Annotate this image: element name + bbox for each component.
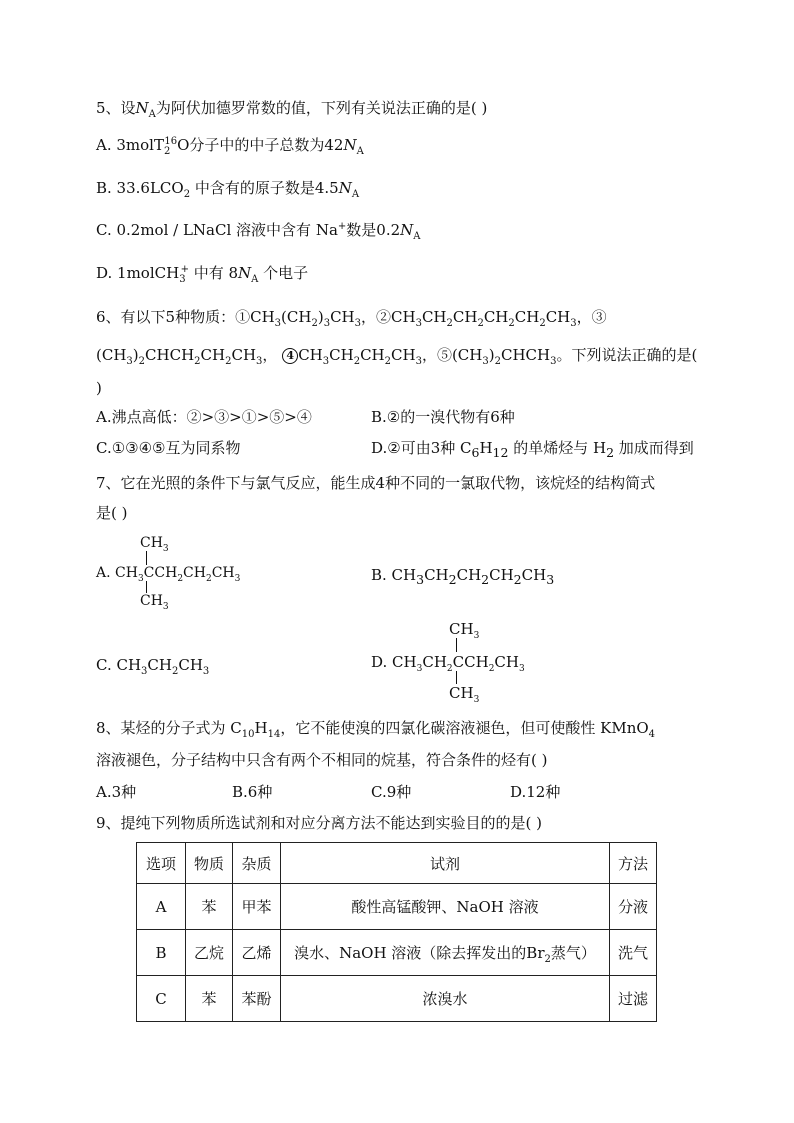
q5-stem: 5、设$N_A$为阿伏加德罗常数的值，下列有关说法正确的是( ): [96, 99, 488, 120]
q8-option-b: B.6种: [232, 783, 273, 801]
table-header-cell: 物质: [186, 843, 233, 884]
table-cell: 苯: [186, 884, 233, 930]
structure-bond-down: [146, 581, 147, 593]
q8-option-c: C.9种: [371, 783, 412, 801]
table-cell: B: [137, 930, 186, 976]
table-header-cell: 试剂: [281, 843, 610, 884]
q6-option-a: A.沸点高低：②>③>①>⑤>④: [96, 408, 312, 426]
q5-option-b: B. $33.6LCO_2$ 中含有的原子数是$4.5N_A$: [96, 179, 360, 200]
q7-option-a-structure: [96, 535, 256, 610]
q6-option-d: D.②可由3种 $C_6H_{12}$ 的单烯烃与 $H_2$ 加成而得到: [371, 439, 694, 460]
q7-stem-line1: 7、它在光照的条件下与氯气反应，能生成4种不同的一氯取代物，该烷烃的结构简式: [96, 474, 656, 492]
table-cell: 乙烯: [233, 930, 281, 976]
q6-stem-line2: $(CH_3)_2CHCH_2CH_2CH_3$， 4 $CH_3CH_2CH_2CH_3$，$⑤(CH_3)_2CHCH_3$。下列说法正确的是(: [96, 346, 698, 367]
q6-stem-line3: ): [96, 379, 102, 397]
table-row: [137, 884, 657, 930]
q8-option-d: D.12种: [510, 783, 561, 801]
table-cell: C: [137, 976, 186, 1022]
table-header-cell: 杂质: [233, 843, 281, 884]
table-cell: 过滤: [610, 976, 657, 1022]
table-cell: 分液: [610, 884, 657, 930]
circled-number-four: 4: [282, 348, 298, 364]
q7-stem-line2: 是( ): [96, 504, 128, 522]
q6-option-b: B.②的一溴代物有6种: [371, 408, 515, 426]
table-row: [137, 930, 657, 976]
q9-stem: 9、提纯下列物质所选试剂和对应分离方法不能达到实验目的的是( ): [96, 814, 543, 832]
q8-option-a: A.3种: [96, 783, 137, 801]
q7-option-b: B. $CH_3CH_2CH_2CH_2CH_3$: [371, 566, 555, 587]
q6-option-c: C.①③④⑤互为同系物: [96, 439, 241, 457]
q7-option-d-structure: [371, 620, 541, 704]
table-cell: 甲苯: [233, 884, 281, 930]
table-cell: 乙烷: [186, 930, 233, 976]
q5-option-c: C. 0.2mol / LNaCl 溶液中含有 Na+数是$0.2N_A$: [96, 221, 421, 242]
q8-stem-line1: 8、某烃的分子式为 $C_{10}H_{14}$，它不能使溴的四氯化碳溶液褪色，但可使酸性 KMnO$_4$: [96, 719, 656, 740]
table-cell: 溴水、NaOH 溶液（除去挥发出的$Br_2$蒸气）: [281, 930, 610, 976]
structure-main-chain: D. $CH_3CH_2CCH_2CH_3$: [371, 653, 525, 674]
table-row: [137, 976, 657, 1022]
structure-main-chain: A. $CH_3CCH_2CH_2CH_3$: [96, 565, 241, 584]
table-cell: 浓溴水: [281, 976, 610, 1022]
table-header-row: [137, 843, 657, 884]
q6-stem-line1: 6、有以下5种物质：$①CH_3(CH_2)_3CH_3$，$②CH_3CH_2CH_2CH_2CH_2CH_3$，③: [96, 308, 607, 329]
q7-option-c: C. $CH_3CH_2CH_3$: [96, 656, 210, 677]
table-header-cell: 方法: [610, 843, 657, 884]
table-cell: A: [137, 884, 186, 930]
table-cell: 酸性高锰酸钾、NaOH 溶液: [281, 884, 610, 930]
structure-top-methyl: $CH_3$: [140, 535, 169, 554]
structure-bond-up: [456, 638, 457, 652]
q5-option-a: A. 3molT$_2^{16}$O分子中的中子总数为$42N_A$: [96, 136, 364, 157]
table-cell: 苯: [186, 976, 233, 1022]
structure-bottom-methyl: $CH_3$: [449, 684, 480, 705]
q5-option-d: D. 1molCH$_3$+ 中有 $8N_A$ 个电子: [96, 264, 309, 285]
structure-bond-up: [146, 551, 147, 565]
structure-top-methyl: $CH_3$: [449, 620, 480, 641]
table-cell: 洗气: [610, 930, 657, 976]
structure-bond-down: [456, 671, 457, 684]
table-header-cell: 选项: [137, 843, 186, 884]
q9-table: [136, 842, 657, 1022]
table-cell: 苯酚: [233, 976, 281, 1022]
q8-stem-line2: 溶液褪色，分子结构中只含有两个不相同的烷基，符合条件的烃有( ): [96, 751, 548, 769]
structure-bottom-methyl: $CH_3$: [140, 593, 169, 612]
